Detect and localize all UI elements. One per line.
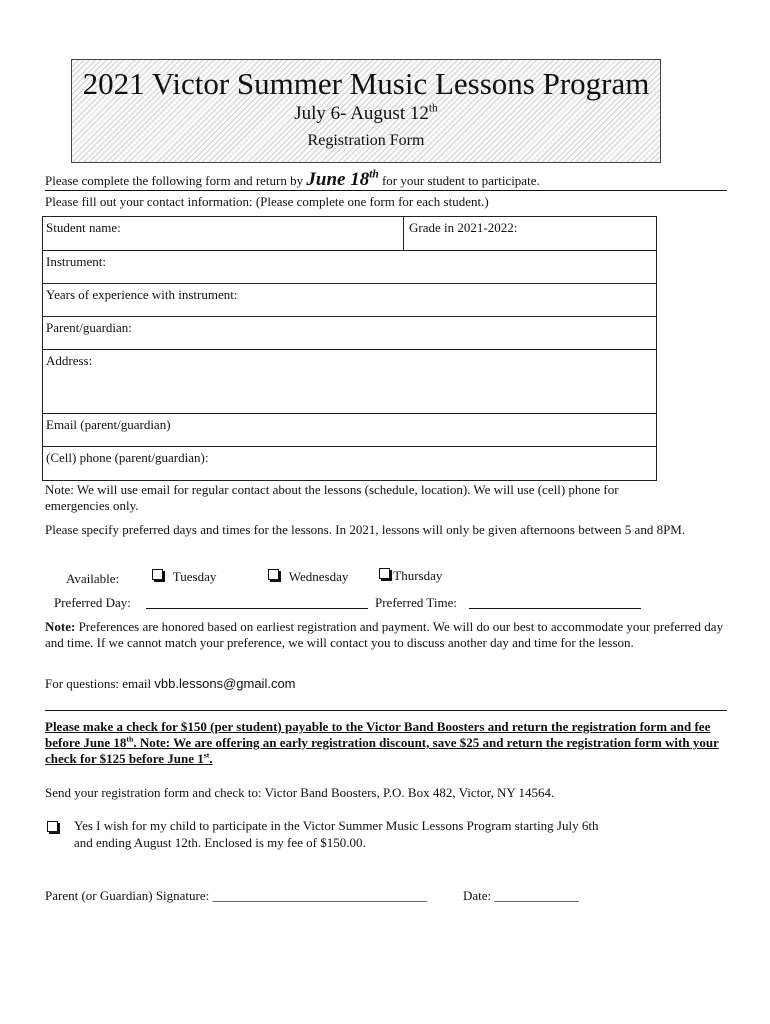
consent-text-1: Yes I wish for my child to participate in the Victor Summer Music Lessons Program starting July 6th bbox=[74, 818, 599, 833]
deadline-line bbox=[45, 168, 727, 191]
contact-note: Note: We will use email for regular contact about the lessons (schedule, location). We will use (cell) phone for emergencies only. bbox=[45, 482, 619, 513]
email-label: Email (parent/guardian) bbox=[46, 417, 171, 432]
preference-note-text: Preferences are honored based on earliest registration and payment. We will do our best to accommodate your preferred day and time. If we cannot match your preference, we will contact you to discuss another day and time for the lesson. bbox=[45, 619, 724, 650]
years-experience-label: Years of experience with instrument: bbox=[46, 287, 238, 302]
header-box bbox=[71, 59, 661, 163]
date-field[interactable]: Date: _____________ bbox=[463, 888, 579, 903]
consent-text-2: and ending August 12th. Enclosed is my fee of $150.00. bbox=[74, 835, 366, 850]
wednesday-option[interactable] bbox=[268, 569, 348, 585]
preference-note bbox=[45, 619, 725, 651]
thursday-checkbox[interactable] bbox=[379, 568, 390, 579]
signature-field[interactable]: Parent (or Guardian) Signature: _________________________________ bbox=[45, 888, 428, 903]
email-field[interactable] bbox=[43, 414, 656, 447]
thursday-label: Thursday bbox=[393, 568, 443, 583]
years-experience-field[interactable] bbox=[43, 284, 656, 317]
page-title: 2021 Victor Summer Music Lessons Program bbox=[82, 66, 650, 101]
phone-label: (Cell) phone (parent/guardian): bbox=[46, 450, 209, 465]
deadline-text-after: for your student to participate. bbox=[378, 173, 540, 188]
times-instructions: Please specify preferred days and times for the lessons. In 2021, lessons will only be given afternoons between 5 and 8PM. bbox=[45, 522, 686, 537]
instrument-field[interactable] bbox=[43, 251, 656, 284]
deadline-date-text: June 18 bbox=[306, 169, 370, 190]
preference-note-bold: Note: bbox=[45, 619, 76, 634]
payment-text-2: . Note: We are offering an early registration discount, save $25 and return the registration form with your check for $125 before June 1 bbox=[45, 735, 719, 766]
questions-email-link[interactable]: vbb.lessons@gmail.com bbox=[154, 676, 296, 691]
divider bbox=[45, 710, 727, 711]
wednesday-label: Wednesday bbox=[288, 569, 349, 584]
student-name-row[interactable] bbox=[43, 217, 656, 251]
instrument-label: Instrument: bbox=[46, 254, 106, 269]
grade-label: Grade in 2021-2022: bbox=[409, 220, 518, 235]
wednesday-checkbox[interactable] bbox=[268, 569, 279, 580]
questions-label: For questions: email bbox=[45, 676, 155, 691]
parent-guardian-field[interactable] bbox=[43, 317, 656, 350]
deadline-text-before: Please complete the following form and return by bbox=[45, 173, 307, 188]
preferred-time-input[interactable] bbox=[469, 595, 641, 609]
mailing-address: Send your registration form and check to: Victor Band Boosters, P.O. Box 482, Victor, NY 14564. bbox=[45, 785, 555, 800]
parent-guardian-label: Parent/guardian: bbox=[46, 320, 132, 335]
contact-info-table bbox=[42, 216, 657, 481]
deadline-date bbox=[306, 169, 378, 190]
student-name-label: Student name: bbox=[46, 220, 121, 235]
deadline-date-suffix: th bbox=[369, 168, 379, 181]
address-label: Address: bbox=[46, 353, 93, 368]
dates-text: July 6- August 12 bbox=[294, 103, 429, 124]
tuesday-option[interactable] bbox=[152, 569, 216, 585]
payment-text-1: Please make a check for $150 (per student) payable to the Victor Band Boosters and return the registration form and fee before June 18 bbox=[45, 719, 711, 750]
form-name: Registration Form bbox=[307, 132, 425, 149]
address-field[interactable] bbox=[43, 350, 656, 414]
payment-instructions bbox=[45, 719, 727, 767]
consent-checkbox[interactable] bbox=[47, 821, 58, 832]
payment-sup-1: th bbox=[126, 734, 134, 744]
thursday-option[interactable] bbox=[379, 568, 442, 584]
tuesday-checkbox[interactable] bbox=[152, 569, 163, 580]
program-dates bbox=[72, 103, 660, 125]
payment-sup-2: st bbox=[203, 750, 210, 760]
dates-suffix: th bbox=[428, 102, 438, 115]
grade-field[interactable] bbox=[403, 217, 657, 250]
preferred-day-input[interactable] bbox=[146, 595, 368, 609]
payment-text-3: . bbox=[209, 751, 213, 766]
questions-line bbox=[45, 676, 296, 692]
contact-instructions: Please fill out your contact information: (Please complete one form for each student.) bbox=[45, 194, 489, 209]
tuesday-label: Tuesday bbox=[172, 569, 217, 584]
preferred-day-label: Preferred Day: bbox=[54, 595, 131, 610]
available-label: Available: bbox=[66, 571, 120, 586]
preferred-time-label: Preferred Time: bbox=[375, 595, 457, 610]
phone-field[interactable] bbox=[43, 447, 656, 480]
